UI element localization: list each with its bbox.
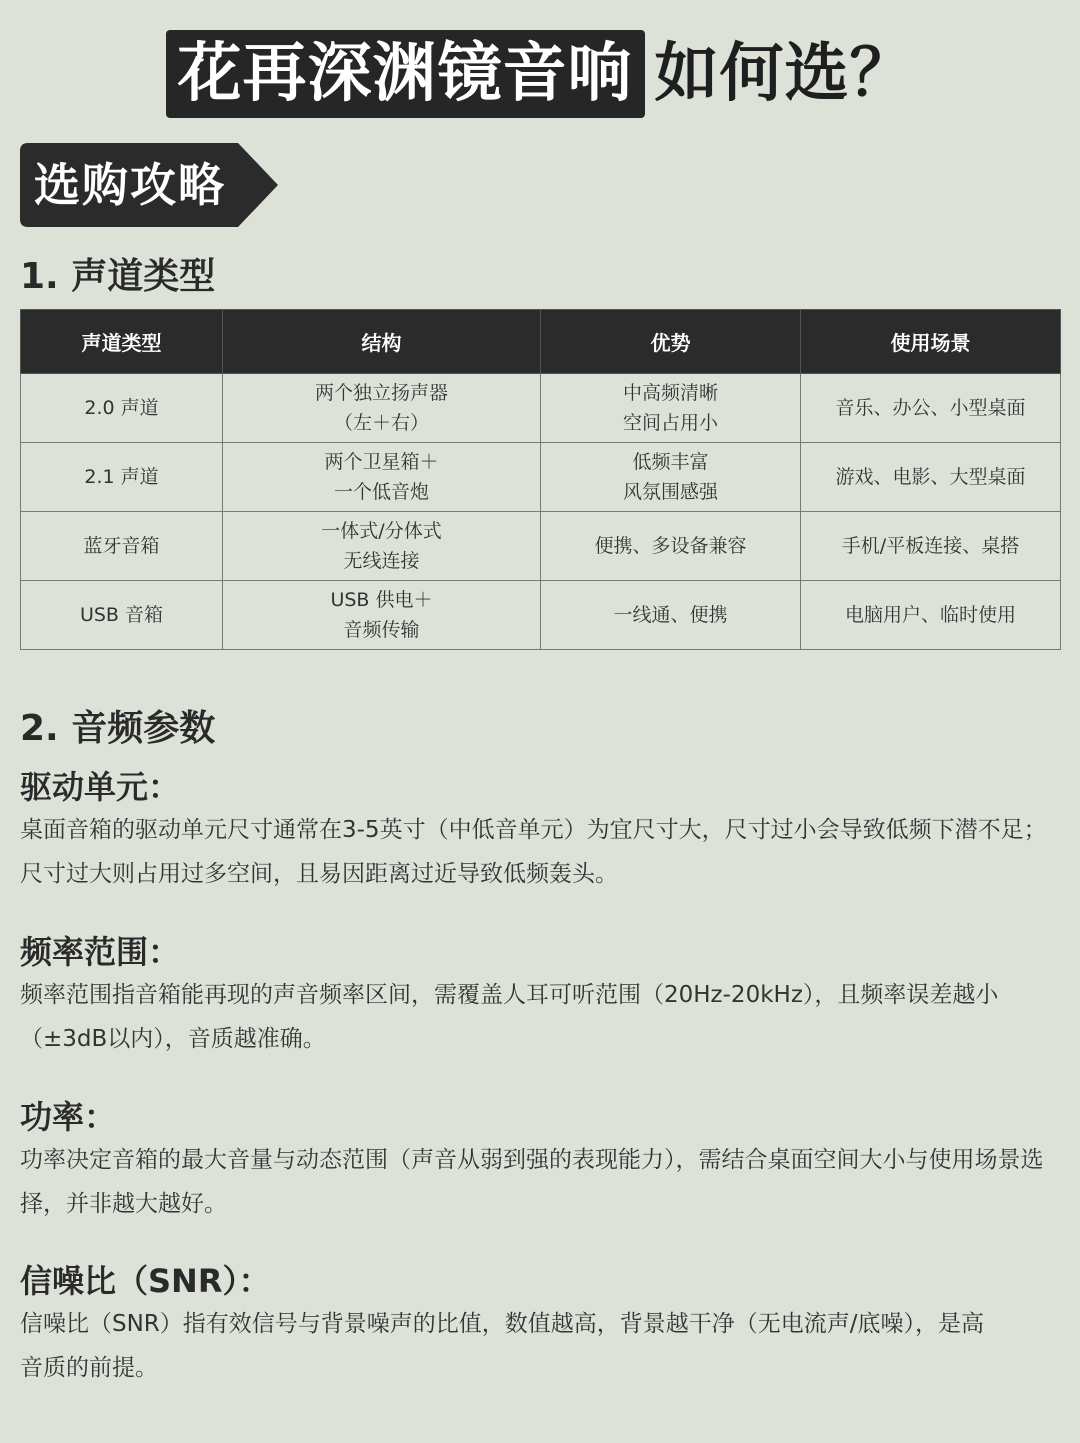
- table-row: [21, 374, 1061, 443]
- cell-advantage: [541, 581, 801, 650]
- param-title-frequency: 频率范围：: [20, 933, 181, 971]
- guide-banner: [20, 143, 280, 227]
- table-row: [21, 512, 1061, 581]
- param-text-power: 功率决定音箱的最大音量与动态范围（声音从弱到强的表现能力），需结合桌面空间大小与使用场景选择，并非越大越好。: [20, 1147, 1044, 1217]
- cell-line: 便携、多设备兼容: [594, 535, 747, 557]
- cell-structure: [223, 374, 541, 443]
- param-text-frequency: 频率范围指音箱能再现的声音频率区间，需覆盖人耳可听范围（20Hz-20kHz），且频率误差越小（±3dB以内），音质越准确。: [20, 982, 999, 1052]
- title-highlighted: 花再深渊镜音响: [166, 30, 645, 118]
- table-row: [21, 581, 1061, 650]
- cell-line: 低频丰富: [632, 451, 709, 473]
- cell-line: USB 供电＋: [330, 589, 433, 611]
- cell-advantage: [541, 374, 801, 443]
- table-header-cell: 声道类型: [21, 310, 223, 374]
- table-header-cell: 结构: [223, 310, 541, 374]
- page-title: [0, 26, 1080, 122]
- cell-line: 中高频清晰: [622, 382, 718, 404]
- channel-type-table: [20, 309, 1061, 650]
- cell-scene: 游戏、电影、大型桌面: [801, 443, 1061, 512]
- cell-channel-type: 蓝牙音箱: [21, 512, 223, 581]
- cell-advantage: [541, 512, 801, 581]
- cell-structure: [223, 512, 541, 581]
- cell-channel-type: 2.1 声道: [21, 443, 223, 512]
- cell-line: 两个独立扬声器: [314, 382, 448, 404]
- cell-advantage: [541, 443, 801, 512]
- cell-line: （左＋右）: [333, 412, 429, 434]
- cell-line: 风氛围感强: [622, 481, 718, 503]
- table-header-cell: 使用场景: [801, 310, 1061, 374]
- cell-scene: 音乐、办公、小型桌面: [801, 374, 1061, 443]
- cell-channel-type: 2.0 声道: [21, 374, 223, 443]
- cell-line: 无线连接: [343, 550, 420, 572]
- param-text-driver: 桌面音箱的驱动单元尺寸通常在3-5英寸（中低音单元）为宜尺寸大，尺寸过小会导致低频下潜不足；尺寸过大则占用过多空间，且易因距离过近导致低频轰头。: [20, 817, 1047, 887]
- cell-line: 一体式/分体式: [321, 520, 442, 542]
- cell-line: 音频传输: [343, 619, 420, 641]
- section-heading-audio-params: 2. 音频参数: [20, 708, 216, 749]
- cell-scene: 电脑用户、临时使用: [801, 581, 1061, 650]
- section-heading-channel-type: 1. 声道类型: [20, 256, 216, 297]
- param-text-snr: 信噪比（SNR）指有效信号与背景噪声的比值，数值越高，背景越干净（无电流声/底噪），是高音质的前提。: [20, 1311, 985, 1381]
- param-title-power: 功率：: [20, 1098, 117, 1136]
- param-title-driver: 驱动单元：: [20, 768, 181, 806]
- table-header-row: [21, 310, 1061, 374]
- cell-channel-type: USB 音箱: [21, 581, 223, 650]
- param-title-snr: 信噪比（SNR）：: [20, 1262, 271, 1300]
- cell-line: 一线通、便携: [613, 604, 728, 626]
- cell-line: 两个卫星箱＋: [324, 451, 439, 473]
- cell-line: 空间占用小: [622, 412, 718, 434]
- cell-scene: 手机/平板连接、桌搭: [801, 512, 1061, 581]
- title-rest: 如何选？: [654, 37, 915, 111]
- cell-structure: [223, 581, 541, 650]
- table-row: [21, 443, 1061, 512]
- table-header-cell: 优势: [541, 310, 801, 374]
- cell-line: 一个低音炮: [333, 481, 429, 503]
- cell-structure: [223, 443, 541, 512]
- banner-label: 选购攻略: [34, 158, 226, 212]
